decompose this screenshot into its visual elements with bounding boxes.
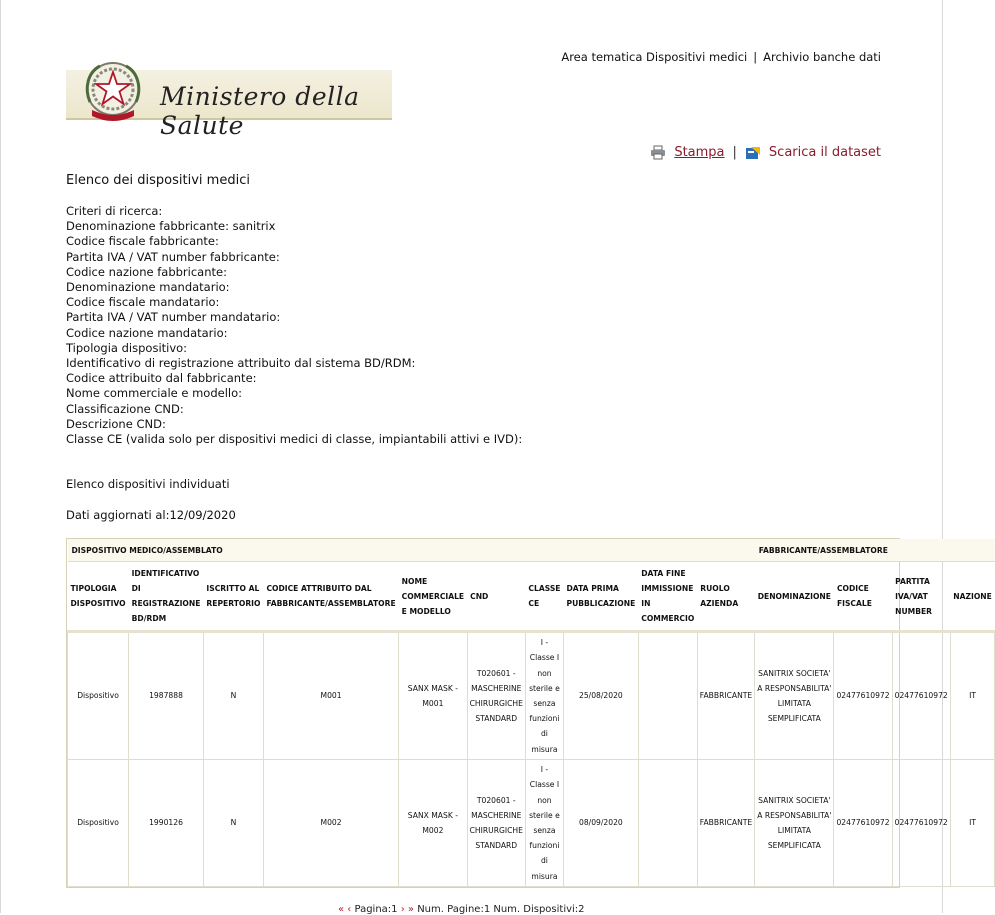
data-updated-date: Dati aggiornati al:12/09/2020 xyxy=(66,508,236,522)
column-header: CODICE ATTRIBUITO DAL FABBRICANTE/ASSEMBLATORE xyxy=(263,562,398,632)
republic-emblem-icon xyxy=(80,58,146,124)
table-cell: Dispositivo xyxy=(68,632,129,760)
column-header: DENOMINAZIONE xyxy=(755,562,834,632)
pagination xyxy=(338,904,585,915)
pager-next-arrows[interactable]: › » xyxy=(400,904,415,915)
table-cell: T020601 - MASCHERINE CHIRURGICHE STANDARD xyxy=(467,632,525,760)
criteria-item: Codice nazione mandatario: xyxy=(66,325,228,340)
column-header: ISCRITTO AL REPERTORIO xyxy=(203,562,263,632)
table-row xyxy=(68,632,995,760)
table-cell: I - Classe I non sterile e senza funzioni di misura xyxy=(525,632,563,760)
top-links-separator: | xyxy=(753,50,758,64)
criteria-item: Codice fiscale fabbricante: xyxy=(66,234,219,249)
pager-summary: Num. Pagine:1 Num. Dispositivi:2 xyxy=(417,904,585,915)
column-header: CND xyxy=(467,562,525,632)
group-header-row xyxy=(68,539,995,562)
table-cell: IT xyxy=(950,760,995,887)
pager-page-label: Pagina:1 xyxy=(354,904,398,915)
page-actions xyxy=(650,145,881,160)
criteria-item: Codice fiscale mandatario: xyxy=(66,295,220,310)
criteria-item: Denominazione fabbricante: sanitrix xyxy=(66,219,276,234)
criteria-item: Denominazione mandatario: xyxy=(66,280,230,295)
column-header: CODICE FISCALE xyxy=(834,562,892,632)
group-header-manufacturer: FABBRICANTE/ASSEMBLATORE xyxy=(755,539,995,562)
table-cell: FABBRICANTE xyxy=(697,760,754,887)
column-header: DATA FINE IMMISSIONE IN COMMERCIO xyxy=(638,562,697,632)
search-criteria xyxy=(66,204,522,447)
top-links xyxy=(561,50,881,64)
criteria-item: Codice nazione fabbricante: xyxy=(66,264,227,279)
actions-separator: | xyxy=(732,145,737,160)
criteria-item: Codice attribuito dal fabbricante: xyxy=(66,371,257,386)
table-row xyxy=(68,760,995,887)
results-heading: Elenco dispositivi individuati xyxy=(66,477,230,491)
criteria-item: Partita IVA / VAT number fabbricante: xyxy=(66,249,280,264)
table-cell: M002 xyxy=(263,760,398,887)
table-cell: N xyxy=(203,632,263,760)
logo-wordmark: Ministero della Salute xyxy=(160,82,360,140)
dataset-download-icon[interactable] xyxy=(745,146,761,160)
table-cell: 02477610972 xyxy=(834,760,892,887)
ministry-logo[interactable] xyxy=(66,58,392,140)
page-title: Elenco dei dispositivi medici xyxy=(66,173,250,188)
table-cell xyxy=(638,632,697,760)
table-cell: I - Classe I non sterile e senza funzioni di misura xyxy=(525,760,563,887)
table-cell: 25/08/2020 xyxy=(564,632,639,760)
table-cell: IT xyxy=(950,632,995,760)
column-header: CLASSE CE xyxy=(525,562,563,632)
table-cell: 02477610972 xyxy=(892,760,950,887)
table-cell: 02477610972 xyxy=(892,632,950,760)
table-cell: SANITRIX SOCIETA' A RESPONSABILITA' LIMITATA SEMPLIFICATA xyxy=(755,760,834,887)
table-cell: N xyxy=(203,760,263,887)
criteria-item: Nome commerciale e modello: xyxy=(66,386,243,401)
table-cell: T020601 - MASCHERINE CHIRURGICHE STANDARD xyxy=(467,760,525,887)
criteria-item: Classificazione CND: xyxy=(66,401,184,416)
column-header: NAZIONE xyxy=(950,562,995,632)
left-frame-line xyxy=(0,0,1,913)
column-header: RUOLO AZIENDA xyxy=(697,562,754,632)
devices-table xyxy=(67,539,995,887)
table-cell: SANX MASK - M002 xyxy=(399,760,467,887)
pager-prev-arrows[interactable]: « ‹ xyxy=(338,904,352,915)
criteria-item: Tipologia dispositivo: xyxy=(66,340,188,355)
column-header-row xyxy=(68,562,995,632)
printer-icon[interactable] xyxy=(650,146,666,160)
table-cell: SANITRIX SOCIETA' A RESPONSABILITA' LIMITATA SEMPLIFICATA xyxy=(755,632,834,760)
column-header: NOME COMMERCIALE E MODELLO xyxy=(399,562,467,632)
table-cell: 08/09/2020 xyxy=(564,760,639,887)
column-header: IDENTIFICATIVO DI REGISTRAZIONE BD/RDM xyxy=(129,562,204,632)
criteria-item: Classe CE (valida solo per dispositivi medici di classe, impiantabili attivi e IVD): xyxy=(66,432,523,447)
download-dataset-link[interactable]: Scarica il dataset xyxy=(768,145,881,160)
criteria-item: Partita IVA / VAT number mandatario: xyxy=(66,310,281,325)
archive-link[interactable]: Archivio banche dati xyxy=(763,50,881,64)
area-link[interactable]: Area tematica Dispositivi medici xyxy=(561,50,748,64)
criteria-item: Identificativo di registrazione attribuito dal sistema BD/RDM: xyxy=(66,356,416,371)
table-cell: SANX MASK - M001 xyxy=(399,632,467,760)
table-cell: 1990126 xyxy=(129,760,204,887)
print-link[interactable]: Stampa xyxy=(674,145,725,160)
table-cell: FABBRICANTE xyxy=(697,632,754,760)
criteria-item: Descrizione CND: xyxy=(66,416,166,431)
column-header: PARTITA IVA/VAT NUMBER xyxy=(892,562,950,632)
column-header: TIPOLOGIA DISPOSITIVO xyxy=(68,562,129,632)
column-header: DATA PRIMA PUBBLICAZIONE xyxy=(564,562,639,632)
table-cell: M001 xyxy=(263,632,398,760)
devices-table-container xyxy=(66,538,992,888)
table-cell: 1987888 xyxy=(129,632,204,760)
table-cell: 02477610972 xyxy=(834,632,892,760)
criteria-heading: Criteri di ricerca: xyxy=(66,204,163,218)
table-cell xyxy=(638,760,697,887)
table-cell: Dispositivo xyxy=(68,760,129,887)
group-header-device: DISPOSITIVO MEDICO/ASSEMBLATO xyxy=(68,539,755,562)
